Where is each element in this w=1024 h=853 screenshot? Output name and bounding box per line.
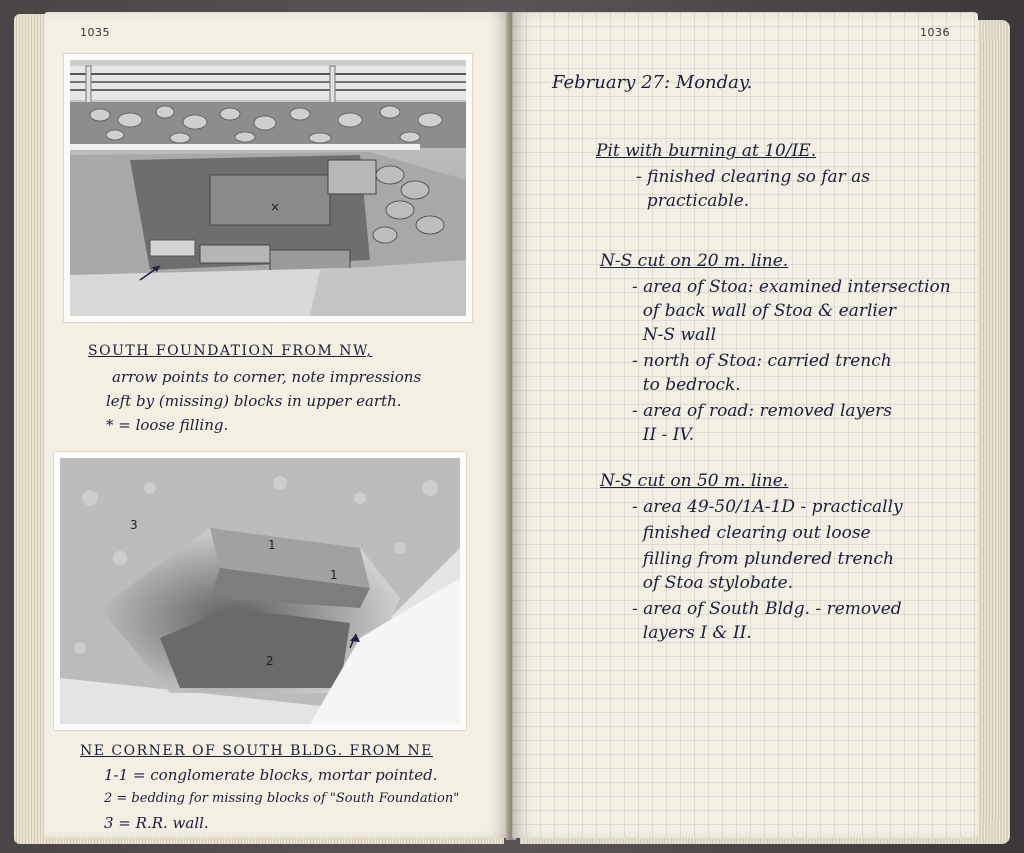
- photo-south-foundation-image: [70, 60, 466, 316]
- left-page: [44, 12, 510, 838]
- photo-ne-corner: [54, 452, 466, 730]
- right-page-number: 1036: [920, 26, 950, 39]
- right-margin-pages: [978, 40, 1000, 820]
- photo2-mark-1b: 1: [330, 568, 338, 582]
- entry-date: February 27: Monday.: [552, 72, 753, 93]
- photo2-caption-line-3: 3 = R.R. wall.: [104, 814, 209, 832]
- entry-1-heading: Pit with burning at 10/IE.: [596, 141, 817, 161]
- entry-2-item-2: of back wall of Stoa & earlier: [632, 301, 897, 321]
- entry-1-item-1: - finished clearing so far as: [636, 167, 871, 187]
- photo-south-foundation: [64, 54, 472, 322]
- entry-3-item-2: finished clearing out loose: [632, 523, 871, 543]
- photo1-cross-mark: ×: [270, 200, 281, 214]
- entry-2-item-4: - north of Stoa: carried trench: [632, 351, 892, 371]
- photo2-caption-line-1: 1-1 = conglomerate blocks, mortar pointed.: [104, 766, 438, 784]
- entry-3-item-1: - area 49-50/1A-1D - practically: [632, 497, 903, 517]
- photo2-caption-line-2: 2 = bedding for missing blocks of "South Foundation": [104, 791, 460, 806]
- photo2-mark-2: 2: [266, 654, 274, 668]
- entry-3-item-3: filling from plundered trench: [632, 549, 894, 569]
- entry-2-item-7: II - IV.: [632, 425, 695, 445]
- entry-3-item-5: - area of South Bldg. - removed: [632, 599, 902, 619]
- entry-1-item-2: practicable.: [636, 191, 750, 211]
- photo1-caption-line-1: arrow points to corner, note impressions: [112, 368, 422, 386]
- entry-3-item-4: of Stoa stylobate.: [632, 573, 794, 593]
- left-page-number: 1035: [80, 26, 110, 39]
- photo2-caption-title: NE CORNER OF SOUTH BLDG. FROM NE: [80, 743, 433, 759]
- entry-2-heading: N-S cut on 20 m. line.: [600, 251, 789, 271]
- right-page: [512, 12, 978, 838]
- photo-ne-corner-image: [60, 458, 460, 724]
- photo2-mark-3: 3: [130, 518, 138, 532]
- photo1-caption-line-3: * = loose filling.: [106, 416, 229, 434]
- entry-3-heading: N-S cut on 50 m. line.: [600, 471, 789, 491]
- photo2-mark-1a: 1: [268, 538, 276, 552]
- entry-2-item-5: to bedrock.: [632, 375, 741, 395]
- entry-2-item-6: - area of road: removed layers: [632, 401, 893, 421]
- entry-2-item-1: - area of Stoa: examined intersection: [632, 277, 951, 297]
- photo1-caption-title: SOUTH FOUNDATION FROM NW,: [88, 343, 373, 359]
- entry-2-item-3: N-S wall: [632, 325, 717, 345]
- entry-3-item-6: layers I & II.: [632, 623, 752, 643]
- photo1-caption-line-2: left by (missing) blocks in upper earth.: [106, 392, 402, 410]
